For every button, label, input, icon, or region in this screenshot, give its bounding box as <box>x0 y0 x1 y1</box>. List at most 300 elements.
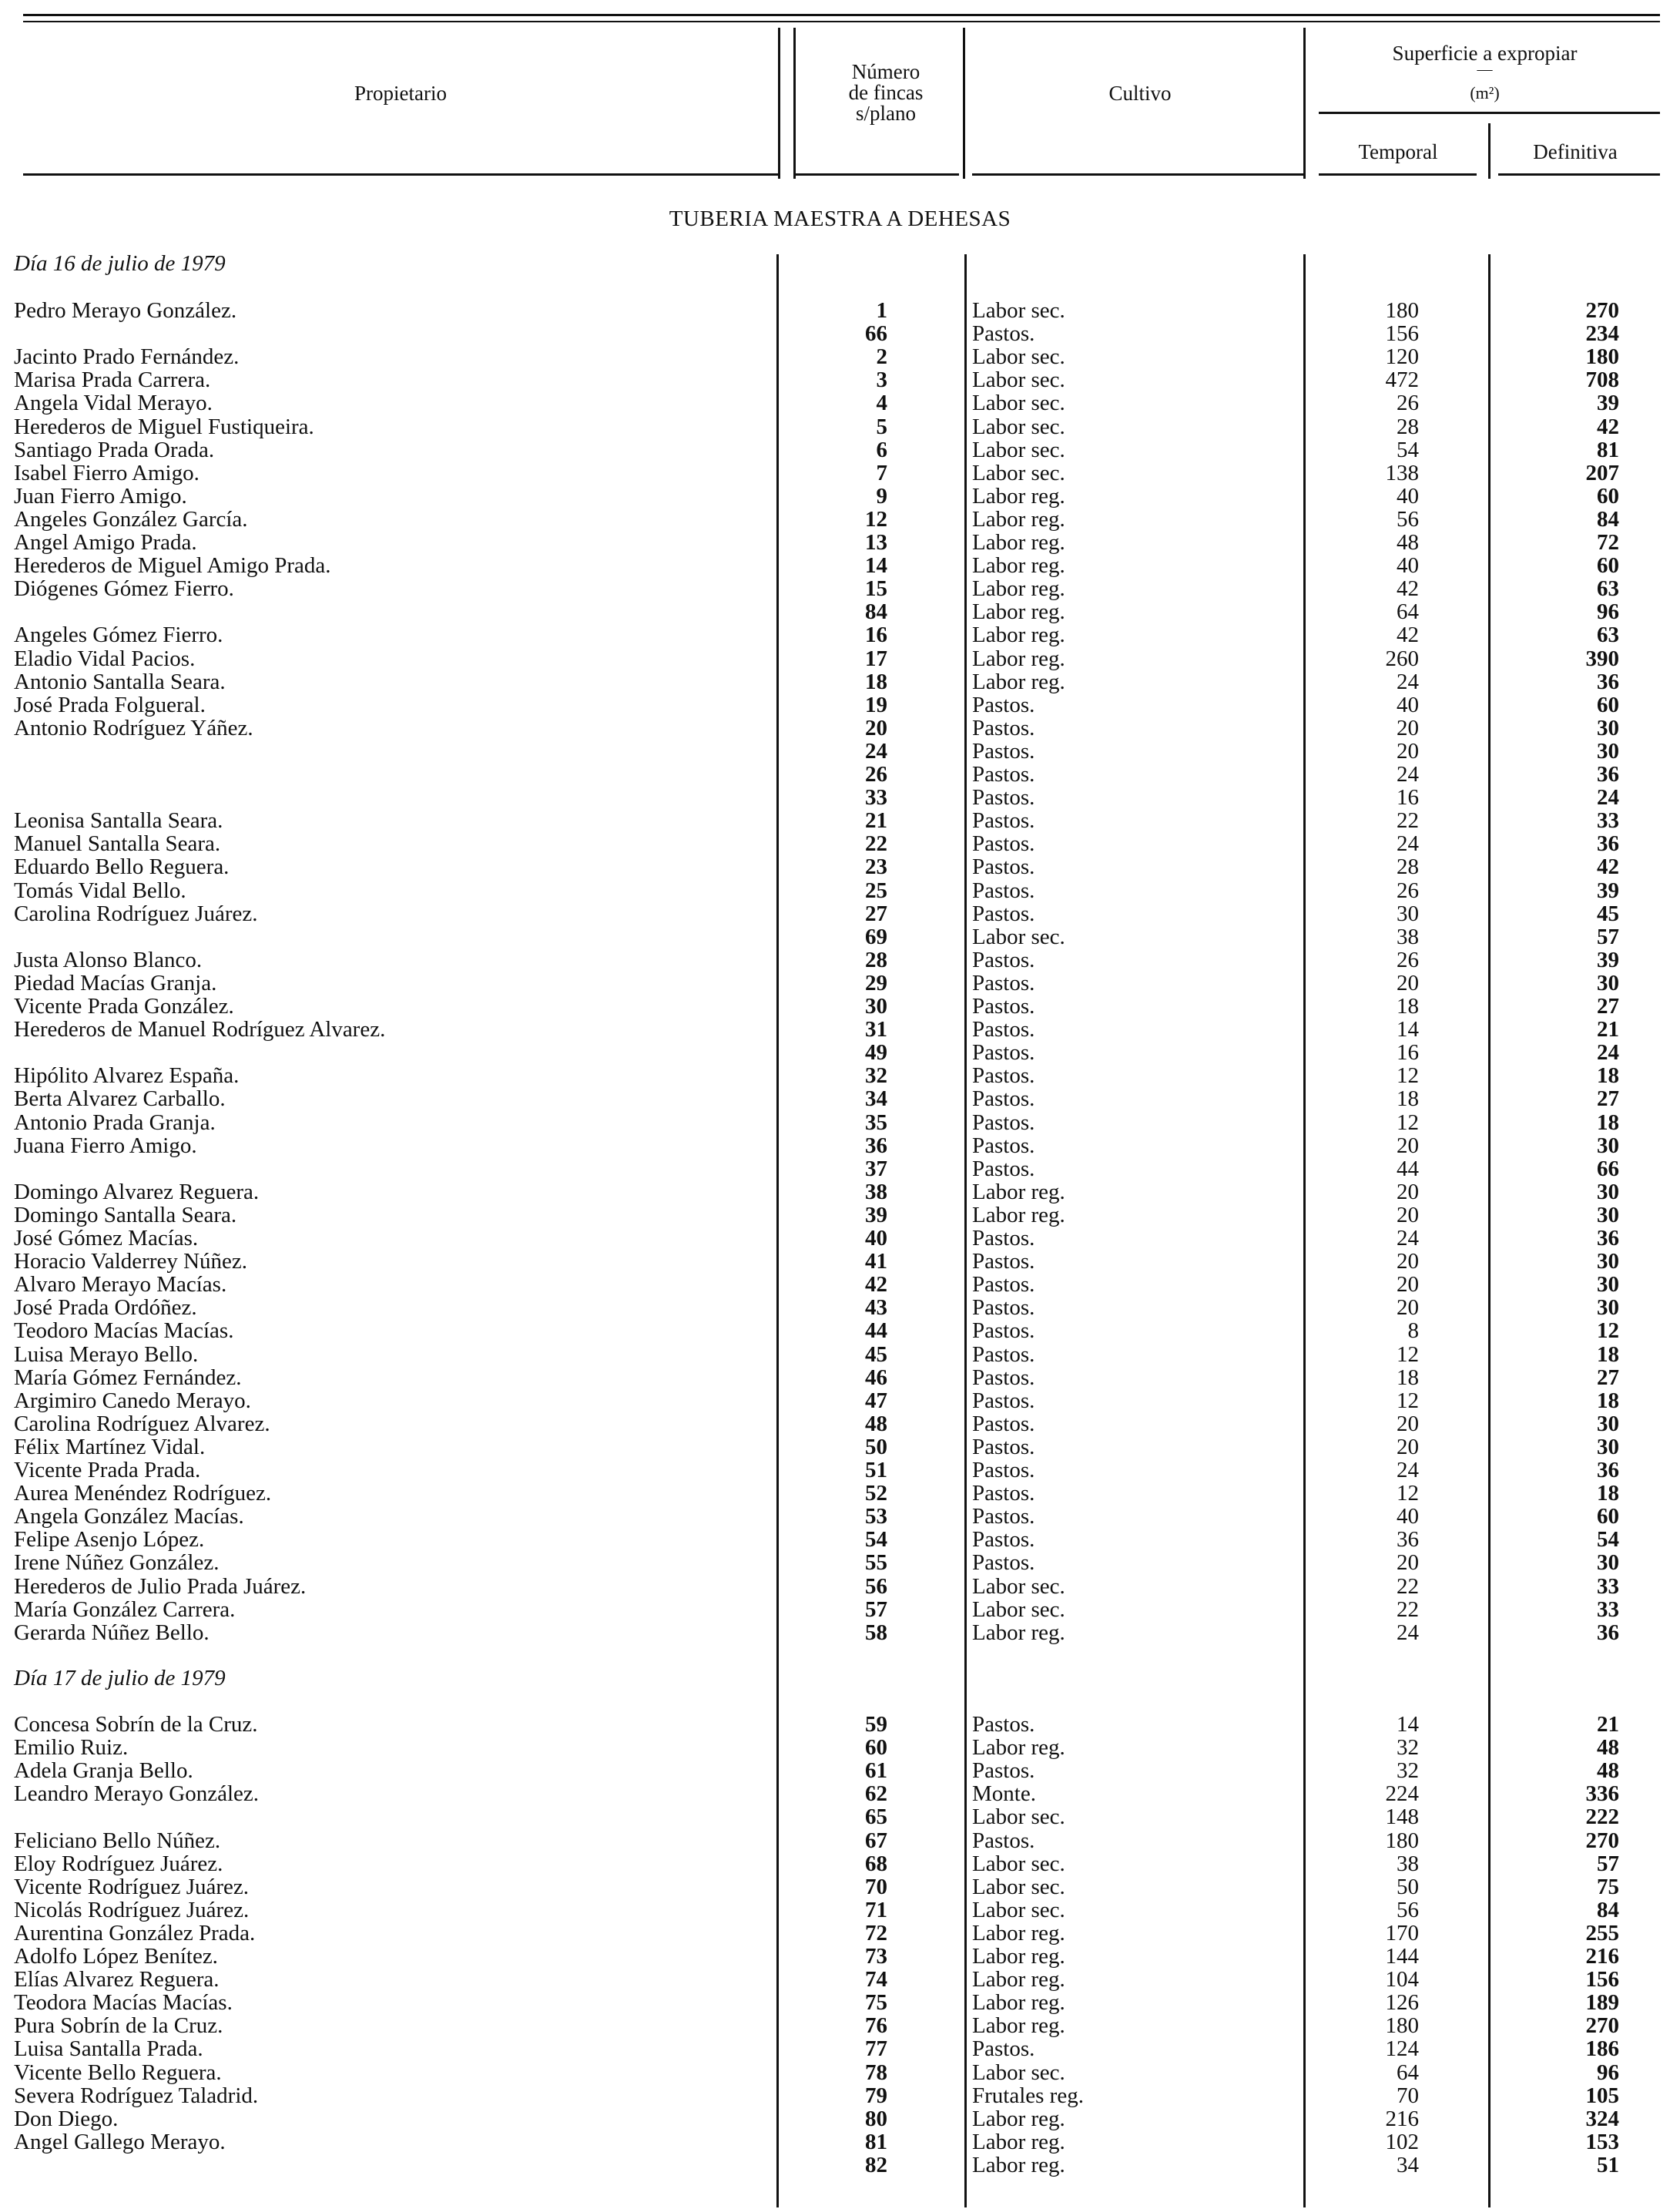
table-row <box>0 1968 1680 1991</box>
owner-cell: Irene Núñez González. <box>14 1550 220 1575</box>
finca-number-cell: 25 <box>865 878 887 903</box>
table-row <box>0 693 1680 717</box>
temporal-surface-cell: 18 <box>1397 1365 1419 1390</box>
definitive-surface-cell: 270 <box>1585 2013 1619 2038</box>
crop-cell: Labor reg. <box>972 1990 1065 2015</box>
owner-cell: Teodora Macías Macías. <box>14 1990 233 2015</box>
finca-number-cell: 9 <box>876 484 887 509</box>
owner-cell: José Prada Folgueral. <box>14 693 206 717</box>
definitive-surface-cell: 60 <box>1597 553 1619 578</box>
finca-number-cell: 32 <box>865 1063 887 1088</box>
temporal-surface-cell: 42 <box>1397 576 1419 601</box>
owner-cell: Isabel Fierro Amigo. <box>14 461 200 485</box>
definitive-surface-cell: 63 <box>1597 623 1619 647</box>
finca-number-cell: 34 <box>865 1086 887 1111</box>
temporal-surface-cell: 24 <box>1397 1458 1419 1482</box>
definitive-surface-cell: 84 <box>1597 1898 1619 1922</box>
finca-number-cell: 41 <box>865 1249 887 1274</box>
finca-number-cell: 56 <box>865 1574 887 1599</box>
finca-number-cell: 22 <box>865 831 887 856</box>
definitive-surface-cell: 30 <box>1597 1272 1619 1297</box>
crop-cell: Pastos. <box>972 1133 1035 1158</box>
table-row <box>0 2154 1680 2177</box>
owner-cell: Aurea Menéndez Rodríguez. <box>14 1481 272 1506</box>
definitive-surface-cell: 33 <box>1597 808 1619 833</box>
owner-cell: Herederos de Miguel Amigo Prada. <box>14 553 331 578</box>
temporal-surface-cell: 24 <box>1397 670 1419 694</box>
finca-number-cell: 45 <box>865 1342 887 1367</box>
finca-number-cell: 30 <box>865 994 887 1019</box>
table-row <box>0 1922 1680 1945</box>
temporal-surface-cell: 138 <box>1385 461 1419 485</box>
finca-number-cell: 36 <box>865 1133 887 1158</box>
temporal-surface-cell: 180 <box>1385 1828 1419 1853</box>
crop-cell: Labor reg. <box>972 670 1065 694</box>
temporal-surface-cell: 26 <box>1397 878 1419 903</box>
day-label-2: Día 17 de julio de 1979 <box>14 1666 226 1690</box>
temporal-surface-cell: 30 <box>1397 901 1419 926</box>
temporal-surface-cell: 20 <box>1397 1295 1419 1320</box>
table-row <box>0 1852 1680 1875</box>
temporal-surface-cell: 102 <box>1385 2130 1419 2154</box>
table-row <box>0 438 1680 462</box>
temporal-surface-cell: 56 <box>1397 1898 1419 1922</box>
temporal-surface-cell: 44 <box>1397 1157 1419 1181</box>
temporal-surface-cell: 120 <box>1385 344 1419 369</box>
crop-cell: Labor sec. <box>972 415 1065 439</box>
finca-number-cell: 79 <box>865 2083 887 2108</box>
owner-cell: Feliciano Bello Núñez. <box>14 1828 221 1853</box>
temporal-surface-cell: 12 <box>1397 1481 1419 1506</box>
crop-cell: Pastos. <box>972 901 1035 926</box>
temporal-surface-cell: 12 <box>1397 1063 1419 1088</box>
definitive-surface-cell: 36 <box>1597 1620 1619 1645</box>
definitive-surface-cell: 21 <box>1597 1017 1619 1042</box>
owner-cell: Jacinto Prado Fernández. <box>14 344 240 369</box>
owner-cell: Justa Alonso Blanco. <box>14 948 203 972</box>
temporal-surface-cell: 16 <box>1397 1040 1419 1065</box>
temporal-surface-cell: 32 <box>1397 1735 1419 1760</box>
definitive-surface-cell: 48 <box>1597 1735 1619 1760</box>
owner-cell: Santiago Prada Orada. <box>14 438 215 462</box>
temporal-surface-cell: 54 <box>1397 438 1419 462</box>
table-row <box>0 1018 1680 1041</box>
temporal-surface-cell: 20 <box>1397 1435 1419 1459</box>
definitive-surface-cell: 36 <box>1597 1226 1619 1251</box>
day-label-1: Día 16 de julio de 1979 <box>14 251 226 276</box>
definitive-surface-cell: 36 <box>1597 670 1619 694</box>
header-surface: Superficie a expropiar <box>1392 42 1578 65</box>
table-row <box>0 948 1680 972</box>
owner-cell: Herederos de Miguel Fustiqueira. <box>14 415 314 439</box>
finca-number-cell: 51 <box>865 1458 887 1482</box>
finca-number-cell: 16 <box>865 623 887 647</box>
owner-cell: Piedad Macías Granja. <box>14 971 217 995</box>
table-row <box>0 1829 1680 1852</box>
temporal-surface-cell: 144 <box>1385 1944 1419 1969</box>
finca-number-cell: 29 <box>865 971 887 995</box>
temporal-surface-cell: 104 <box>1385 1967 1419 1992</box>
table-row <box>0 1273 1680 1296</box>
crop-cell: Pastos. <box>972 1712 1035 1737</box>
crop-cell: Labor reg. <box>972 1203 1065 1227</box>
crop-cell: Pastos. <box>972 2036 1035 2061</box>
crop-cell: Pastos. <box>972 1110 1035 1135</box>
table-row <box>0 1343 1680 1366</box>
section-title: TUBERIA MAESTRA A DEHESAS <box>669 206 1011 231</box>
owner-cell: María González Carrera. <box>14 1597 236 1622</box>
temporal-surface-cell: 56 <box>1397 507 1419 532</box>
temporal-surface-cell: 42 <box>1397 623 1419 647</box>
crop-cell: Pastos. <box>972 1318 1035 1343</box>
temporal-surface-cell: 24 <box>1397 831 1419 856</box>
temporal-surface-cell: 40 <box>1397 1504 1419 1529</box>
temporal-surface-cell: 34 <box>1397 2153 1419 2177</box>
definitive-surface-cell: 63 <box>1597 576 1619 601</box>
temporal-surface-cell: 20 <box>1397 1133 1419 1158</box>
table-row <box>0 1528 1680 1551</box>
definitive-surface-cell: 96 <box>1597 2060 1619 2085</box>
owner-cell: Teodoro Macías Macías. <box>14 1318 234 1343</box>
finca-number-cell: 78 <box>865 2060 887 2085</box>
crop-cell: Labor reg. <box>972 2153 1065 2177</box>
crop-cell: Frutales reg. <box>972 2083 1084 2108</box>
definitive-surface-cell: 96 <box>1597 599 1619 624</box>
table-row <box>0 2014 1680 2037</box>
owner-cell: Vicente Prada Prada. <box>14 1458 201 1482</box>
crop-cell: Pastos. <box>972 1226 1035 1251</box>
finca-number-cell: 18 <box>865 670 887 694</box>
table-row <box>0 1087 1680 1110</box>
temporal-surface-cell: 260 <box>1385 646 1419 671</box>
finca-number-cell: 61 <box>865 1758 887 1783</box>
table-row <box>0 925 1680 948</box>
finca-number-cell: 37 <box>865 1157 887 1181</box>
owner-cell: Tomás Vidal Bello. <box>14 878 186 903</box>
table-row <box>0 1366 1680 1389</box>
crop-cell: Pastos. <box>972 1272 1035 1297</box>
finca-number-cell: 35 <box>865 1110 887 1135</box>
temporal-surface-cell: 24 <box>1397 1226 1419 1251</box>
table-row <box>0 1991 1680 2014</box>
owner-cell: Felipe Asenjo López. <box>14 1527 205 1552</box>
crop-cell: Pastos. <box>972 1435 1035 1459</box>
finca-number-cell: 74 <box>865 1967 887 1992</box>
table-row <box>0 1875 1680 1898</box>
definitive-surface-cell: 39 <box>1597 948 1619 972</box>
owner-cell: Pura Sobrín de la Cruz. <box>14 2013 223 2038</box>
definitive-surface-cell: 390 <box>1585 646 1619 671</box>
table-row <box>0 1134 1680 1157</box>
table-row <box>0 415 1680 438</box>
finca-number-cell: 55 <box>865 1550 887 1575</box>
crop-cell: Pastos. <box>972 1550 1035 1575</box>
definitive-surface-cell: 18 <box>1597 1110 1619 1135</box>
temporal-surface-cell: 26 <box>1397 948 1419 972</box>
owner-cell: Pedro Merayo González. <box>14 298 237 323</box>
temporal-surface-cell: 18 <box>1397 1086 1419 1111</box>
finca-number-cell: 72 <box>865 1921 887 1945</box>
finca-number-cell: 53 <box>865 1504 887 1529</box>
definitive-surface-cell: 60 <box>1597 484 1619 509</box>
finca-number-cell: 4 <box>876 391 887 415</box>
finca-number-cell: 28 <box>865 948 887 972</box>
finca-number-cell: 40 <box>865 1226 887 1251</box>
owner-cell: Vicente Rodríguez Juárez. <box>14 1875 250 1899</box>
finca-number-cell: 67 <box>865 1828 887 1853</box>
table-row <box>0 2084 1680 2107</box>
finca-number-cell: 33 <box>865 785 887 810</box>
definitive-surface-cell: 270 <box>1585 1828 1619 1853</box>
finca-number-cell: 62 <box>865 1781 887 1806</box>
table-row <box>0 1898 1680 1922</box>
owner-cell: Argimiro Canedo Merayo. <box>14 1388 251 1413</box>
table-row <box>0 1598 1680 1621</box>
table-row <box>0 1180 1680 1204</box>
owner-cell: Domingo Santalla Seara. <box>14 1203 237 1227</box>
crop-cell: Labor reg. <box>972 2107 1065 2131</box>
crop-cell: Labor reg. <box>972 576 1065 601</box>
owner-cell: José Prada Ordóñez. <box>14 1295 197 1320</box>
owner-cell: Adolfo López Benítez. <box>14 1944 218 1969</box>
owner-cell: Juana Fierro Amigo. <box>14 1133 197 1158</box>
header-vrule-1 <box>778 28 780 179</box>
temporal-surface-cell: 38 <box>1397 925 1419 949</box>
crop-cell: Labor reg. <box>972 1944 1065 1969</box>
crop-cell: Pastos. <box>972 693 1035 717</box>
owner-cell: Eloy Rodríguez Juárez. <box>14 1851 223 1876</box>
table-row <box>0 1736 1680 1759</box>
crop-cell: Pastos. <box>972 762 1035 787</box>
owner-cell: María Gómez Fernández. <box>14 1365 242 1390</box>
finca-number-cell: 17 <box>865 646 887 671</box>
table-row <box>0 462 1680 485</box>
temporal-surface-cell: 156 <box>1385 321 1419 346</box>
crop-cell: Pastos. <box>972 785 1035 810</box>
crop-cell: Pastos. <box>972 878 1035 903</box>
definitive-surface-cell: 21 <box>1597 1712 1619 1737</box>
temporal-surface-cell: 170 <box>1385 1921 1419 1945</box>
header-surface-dash: — <box>1477 61 1493 78</box>
temporal-surface-cell: 20 <box>1397 1550 1419 1575</box>
table-row <box>0 2130 1680 2154</box>
temporal-surface-cell: 40 <box>1397 484 1419 509</box>
definitive-surface-cell: 30 <box>1597 1435 1619 1459</box>
definitive-surface-cell: 30 <box>1597 1550 1619 1575</box>
finca-number-cell: 81 <box>865 2130 887 2154</box>
crop-cell: Pastos. <box>972 1458 1035 1482</box>
crop-cell: Labor sec. <box>972 344 1065 369</box>
definitive-surface-cell: 270 <box>1585 298 1619 323</box>
temporal-surface-cell: 48 <box>1397 530 1419 555</box>
table-row <box>0 1505 1680 1528</box>
temporal-surface-cell: 14 <box>1397 1712 1419 1737</box>
definitive-surface-cell: 30 <box>1597 1203 1619 1227</box>
crop-cell: Labor reg. <box>972 553 1065 578</box>
definitive-surface-cell: 153 <box>1585 2130 1619 2154</box>
finca-number-cell: 58 <box>865 1620 887 1645</box>
table-row <box>0 1041 1680 1064</box>
table-row <box>0 508 1680 531</box>
crop-cell: Pastos. <box>972 1249 1035 1274</box>
table-row <box>0 1551 1680 1574</box>
owner-cell: Herederos de Julio Prada Juárez. <box>14 1574 307 1599</box>
finca-number-cell: 80 <box>865 2107 887 2131</box>
table-row <box>0 1713 1680 1736</box>
owner-cell: Vicente Bello Reguera. <box>14 2060 222 2085</box>
table-row <box>0 1782 1680 1805</box>
finca-number-cell: 82 <box>865 2153 887 2177</box>
temporal-surface-cell: 20 <box>1397 1412 1419 1436</box>
owner-cell: Herederos de Manuel Rodríguez Alvarez. <box>14 1017 386 1042</box>
crop-cell: Pastos. <box>972 1295 1035 1320</box>
temporal-surface-cell: 148 <box>1385 1804 1419 1829</box>
table-row <box>0 1111 1680 1134</box>
table-row <box>0 670 1680 693</box>
definitive-surface-cell: 18 <box>1597 1481 1619 1506</box>
temporal-surface-cell: 14 <box>1397 1017 1419 1042</box>
finca-number-cell: 24 <box>865 739 887 764</box>
crop-cell: Labor sec. <box>972 368 1065 392</box>
table-row <box>0 1945 1680 1968</box>
definitive-surface-cell: 216 <box>1585 1944 1619 1969</box>
crop-cell: Labor reg. <box>972 530 1065 555</box>
definitive-surface-cell: 156 <box>1585 1967 1619 1992</box>
table-row <box>0 531 1680 554</box>
finca-number-cell: 44 <box>865 1318 887 1343</box>
header-surface-unit: (m²) <box>1470 83 1500 102</box>
finca-number-cell: 39 <box>865 1203 887 1227</box>
temporal-surface-cell: 32 <box>1397 1758 1419 1783</box>
finca-number-cell: 5 <box>876 415 887 439</box>
definitive-surface-cell: 72 <box>1597 530 1619 555</box>
crop-cell: Labor reg. <box>972 2013 1065 2038</box>
table-row <box>0 322 1680 345</box>
table-row <box>0 368 1680 391</box>
header-bottom-rule-crop <box>972 173 1303 176</box>
crop-cell: Labor sec. <box>972 2060 1065 2085</box>
header-crop: Cultivo <box>1108 82 1172 105</box>
temporal-surface-cell: 12 <box>1397 1342 1419 1367</box>
finca-number-cell: 19 <box>865 693 887 717</box>
table-row <box>0 1250 1680 1273</box>
temporal-surface-cell: 18 <box>1397 994 1419 1019</box>
definitive-surface-cell: 36 <box>1597 762 1619 787</box>
definitive-surface-cell: 336 <box>1585 1781 1619 1806</box>
definitive-surface-cell: 33 <box>1597 1574 1619 1599</box>
definitive-surface-cell: 84 <box>1597 507 1619 532</box>
table-row <box>0 1064 1680 1087</box>
crop-cell: Labor reg. <box>972 1180 1065 1204</box>
owner-cell: Hipólito Alvarez España. <box>14 1063 240 1088</box>
table-row <box>0 647 1680 670</box>
crop-cell: Pastos. <box>972 808 1035 833</box>
definitive-surface-cell: 39 <box>1597 391 1619 415</box>
finca-number-cell: 38 <box>865 1180 887 1204</box>
crop-cell: Labor reg. <box>972 1620 1065 1645</box>
finca-number-cell: 15 <box>865 576 887 601</box>
definitive-surface-cell: 207 <box>1585 461 1619 485</box>
definitive-surface-cell: 18 <box>1597 1388 1619 1413</box>
temporal-surface-cell: 180 <box>1385 2013 1419 2038</box>
owner-cell: Angeles González García. <box>14 507 248 532</box>
table-row <box>0 1575 1680 1598</box>
finca-number-cell: 70 <box>865 1875 887 1899</box>
crop-cell: Pastos. <box>972 1063 1035 1088</box>
owner-cell: Eladio Vidal Pacios. <box>14 646 196 671</box>
crop-cell: Pastos. <box>972 1157 1035 1181</box>
temporal-surface-cell: 50 <box>1397 1875 1419 1899</box>
crop-cell: Pastos. <box>972 994 1035 1019</box>
temporal-surface-cell: 216 <box>1385 2107 1419 2131</box>
owner-cell: Luisa Merayo Bello. <box>14 1342 199 1367</box>
crop-cell: Pastos. <box>972 1040 1035 1065</box>
crop-cell: Pastos. <box>972 948 1035 972</box>
crop-cell: Monte. <box>972 1781 1036 1806</box>
temporal-surface-cell: 224 <box>1385 1781 1419 1806</box>
definitive-surface-cell: 30 <box>1597 971 1619 995</box>
header-owner: Propietario <box>354 82 447 105</box>
definitive-surface-cell: 105 <box>1585 2083 1619 2108</box>
definitive-surface-cell: 27 <box>1597 1365 1619 1390</box>
table-row <box>0 1389 1680 1412</box>
definitive-surface-cell: 27 <box>1597 994 1619 1019</box>
table-row <box>0 1805 1680 1828</box>
finca-number-cell: 54 <box>865 1527 887 1552</box>
finca-number-cell: 23 <box>865 854 887 879</box>
owner-cell: Angel Amigo Prada. <box>14 530 197 555</box>
definitive-surface-cell: 45 <box>1597 901 1619 926</box>
crop-cell: Pastos. <box>972 1086 1035 1111</box>
header-vrule-5 <box>1488 123 1491 179</box>
temporal-surface-cell: 126 <box>1385 1990 1419 2015</box>
header-number: Número de fincas s/plano <box>848 60 924 125</box>
crop-cell: Pastos. <box>972 1017 1035 1042</box>
table-row <box>0 717 1680 740</box>
finca-number-cell: 6 <box>876 438 887 462</box>
temporal-surface-cell: 24 <box>1397 1620 1419 1645</box>
owner-cell: Vicente Prada González. <box>14 994 234 1019</box>
crop-cell: Labor sec. <box>972 391 1065 415</box>
finca-number-cell: 1 <box>876 298 887 323</box>
crop-cell: Pastos. <box>972 739 1035 764</box>
crop-cell: Pastos. <box>972 831 1035 856</box>
temporal-surface-cell: 22 <box>1397 808 1419 833</box>
header-vrule-4 <box>1303 28 1306 179</box>
surface-divider-rule <box>1319 112 1660 114</box>
finca-number-cell: 31 <box>865 1017 887 1042</box>
header-bottom-rule-definitive <box>1498 173 1660 176</box>
table-row <box>0 1412 1680 1435</box>
owner-cell: Angeles Gómez Fierro. <box>14 623 223 647</box>
owner-cell: Don Diego. <box>14 2107 119 2131</box>
crop-cell: Labor sec. <box>972 1875 1065 1899</box>
temporal-surface-cell: 12 <box>1397 1110 1419 1135</box>
definitive-surface-cell: 30 <box>1597 1412 1619 1436</box>
temporal-surface-cell: 38 <box>1397 1851 1419 1876</box>
table-row <box>0 786 1680 809</box>
definitive-surface-cell: 57 <box>1597 925 1619 949</box>
crop-cell: Labor reg. <box>972 1967 1065 1992</box>
owner-cell: Alvaro Merayo Macías. <box>14 1272 227 1297</box>
finca-number-cell: 26 <box>865 762 887 787</box>
finca-number-cell: 77 <box>865 2036 887 2061</box>
definitive-surface-cell: 36 <box>1597 831 1619 856</box>
finca-number-cell: 43 <box>865 1295 887 1320</box>
finca-number-cell: 7 <box>876 461 887 485</box>
owner-cell: Emilio Ruiz. <box>14 1735 129 1760</box>
crop-cell: Labor sec. <box>972 461 1065 485</box>
